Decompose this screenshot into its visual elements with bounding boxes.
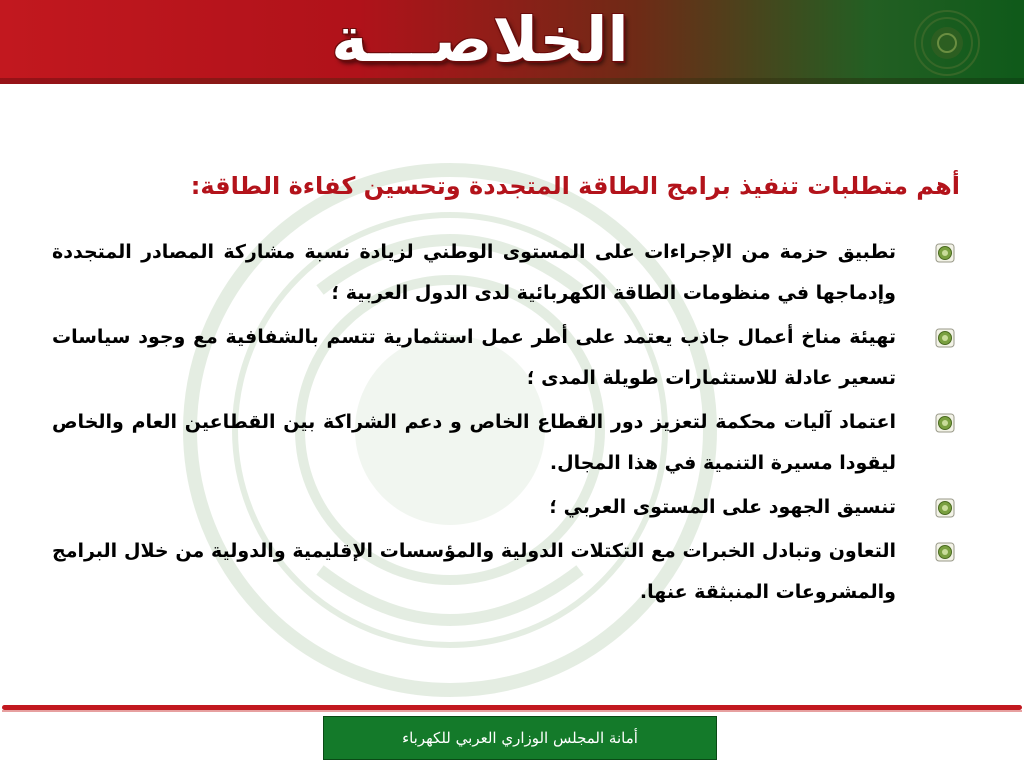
- main-title: أهم متطلبات تنفيذ برامج الطاقة المتجددة وتحسين كفاءة الطاقة:: [190, 172, 960, 200]
- bullet-text: تطبيق حزمة من الإجراءات على المستوى الوطني لزيادة نسبة مشاركة المصادر المتجددة وإدماجها في منظومات الطاقة الكهربائية لدى الدول العربية ؛: [52, 241, 896, 304]
- footer-box: [323, 716, 717, 760]
- bullet-text: التعاون وتبادل الخبرات مع التكتلات الدولية والمؤسسات الإقليمية والدولية من خلال البرامج والمشروعات المنبثقة عنها.: [52, 540, 896, 603]
- green-disc-bullet-icon: [934, 541, 956, 563]
- bullet-item: [52, 531, 960, 613]
- green-disc-bullet-icon: [934, 497, 956, 519]
- bullet-list: [52, 232, 960, 616]
- arab-league-emblem-icon: [912, 8, 982, 78]
- bullet-text: تنسيق الجهود على المستوى العربي ؛: [549, 496, 896, 518]
- bullet-text: تهيئة مناخ أعمال جاذب يعتمد على أطر عمل استثمارية تتسم بالشفافية مع وجود سياسات تسعير عادلة للاستثمارات طويلة المدى ؛: [52, 326, 896, 389]
- bullet-item: [52, 317, 960, 399]
- green-disc-bullet-icon: [934, 242, 956, 264]
- bullet-text: اعتماد آليات محكمة لتعزيز دور القطاع الخاص و دعم الشراكة بين القطاعين العام والخاص ليقودا مسيرة التنمية في هذا المجال.: [52, 411, 896, 474]
- footer-divider: [2, 705, 1022, 710]
- green-disc-bullet-icon: [934, 327, 956, 349]
- slide-header-title: الخلاصـــة: [331, 3, 629, 76]
- bullet-item: [52, 232, 960, 314]
- green-disc-bullet-icon: [934, 412, 956, 434]
- bullet-item: [52, 487, 960, 528]
- footer-text: أمانة المجلس الوزاري العربي للكهرباء: [402, 729, 638, 747]
- bullet-item: [52, 402, 960, 484]
